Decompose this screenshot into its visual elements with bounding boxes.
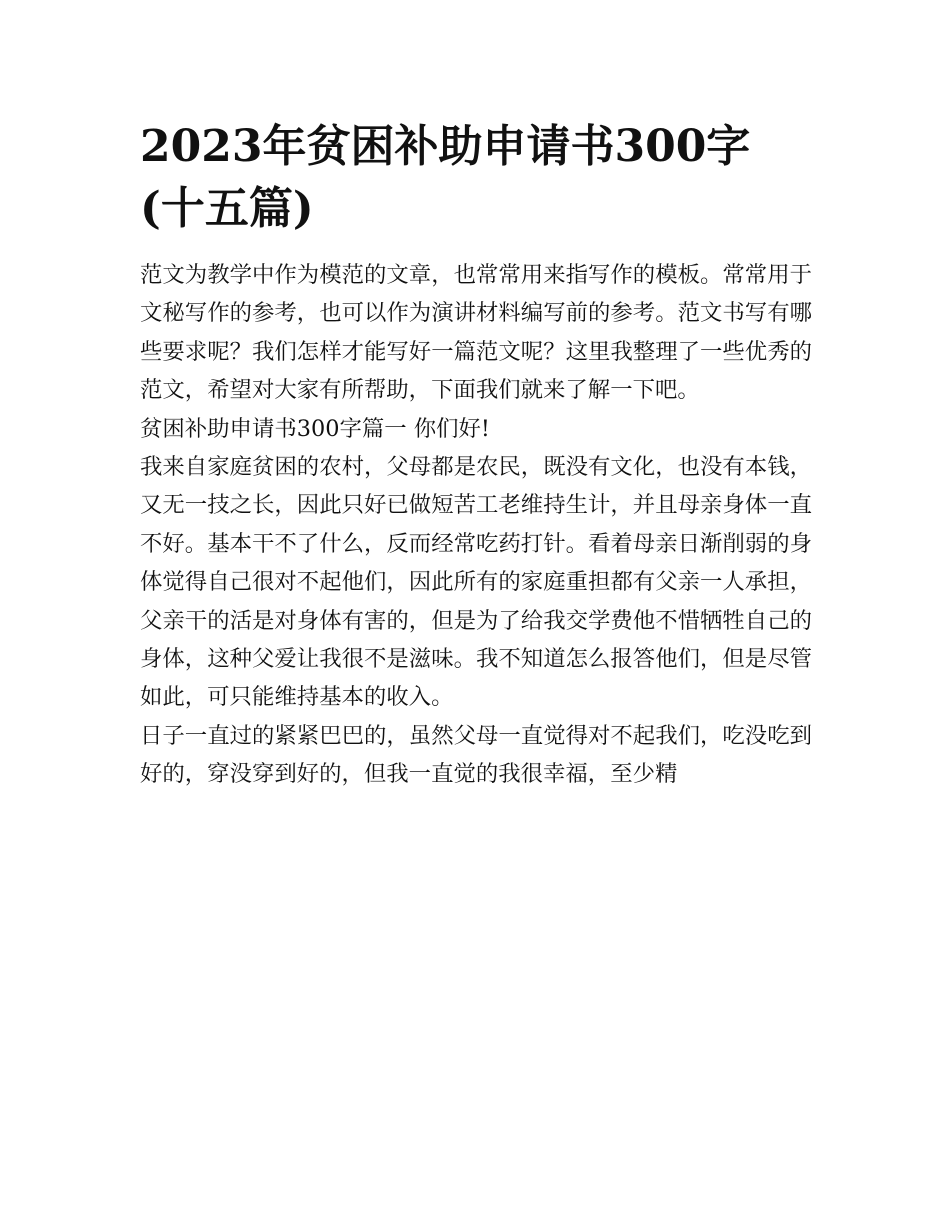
body-paragraph-2: 日子一直过的紧紧巴巴的，虽然父母一直觉得对不起我们，吃没吃到好的，穿没穿到好的，但我一直觉的我很幸福，至少精 bbox=[140, 722, 812, 788]
document-page bbox=[140, 116, 812, 794]
document-title: 2023年贫困补助申请书300字(十五篇) bbox=[140, 121, 751, 234]
body-paragraph-1: 我来自家庭贫困的农村，父母都是农民，既没有文化，也没有本钱，又无一技之长，因此只好已做短苦工老维持生计，并且母亲身体一直不好。基本干不了什么，反而经常吃药打针。看着母亲日渐削弱的身体觉得自己很对不起他们，因此所有的家庭重担都有父亲一人承担，父亲干的活是对身体有害的，但是为了给我交学费他不惜牺牲自己的身体，这种父爱让我很不是滋味。我不知道怎么报答他们，但是尽管如此，可只能维持基本的收入。 bbox=[140, 454, 812, 711]
intro-paragraph: 范文为教学中作为模范的文章，也常常用来指写作的模板。常常用于文秘写作的参考，也可以作为演讲材料编写前的参考。范文书写有哪些要求呢？我们怎样才能写好一篇范文呢？这里我整理了一些优秀的范文，希望对大家有所帮助，下面我们就来了解一下吧。 bbox=[140, 262, 812, 404]
section-heading-line: 贫困补助申请书300字篇一 你们好! bbox=[140, 415, 490, 442]
